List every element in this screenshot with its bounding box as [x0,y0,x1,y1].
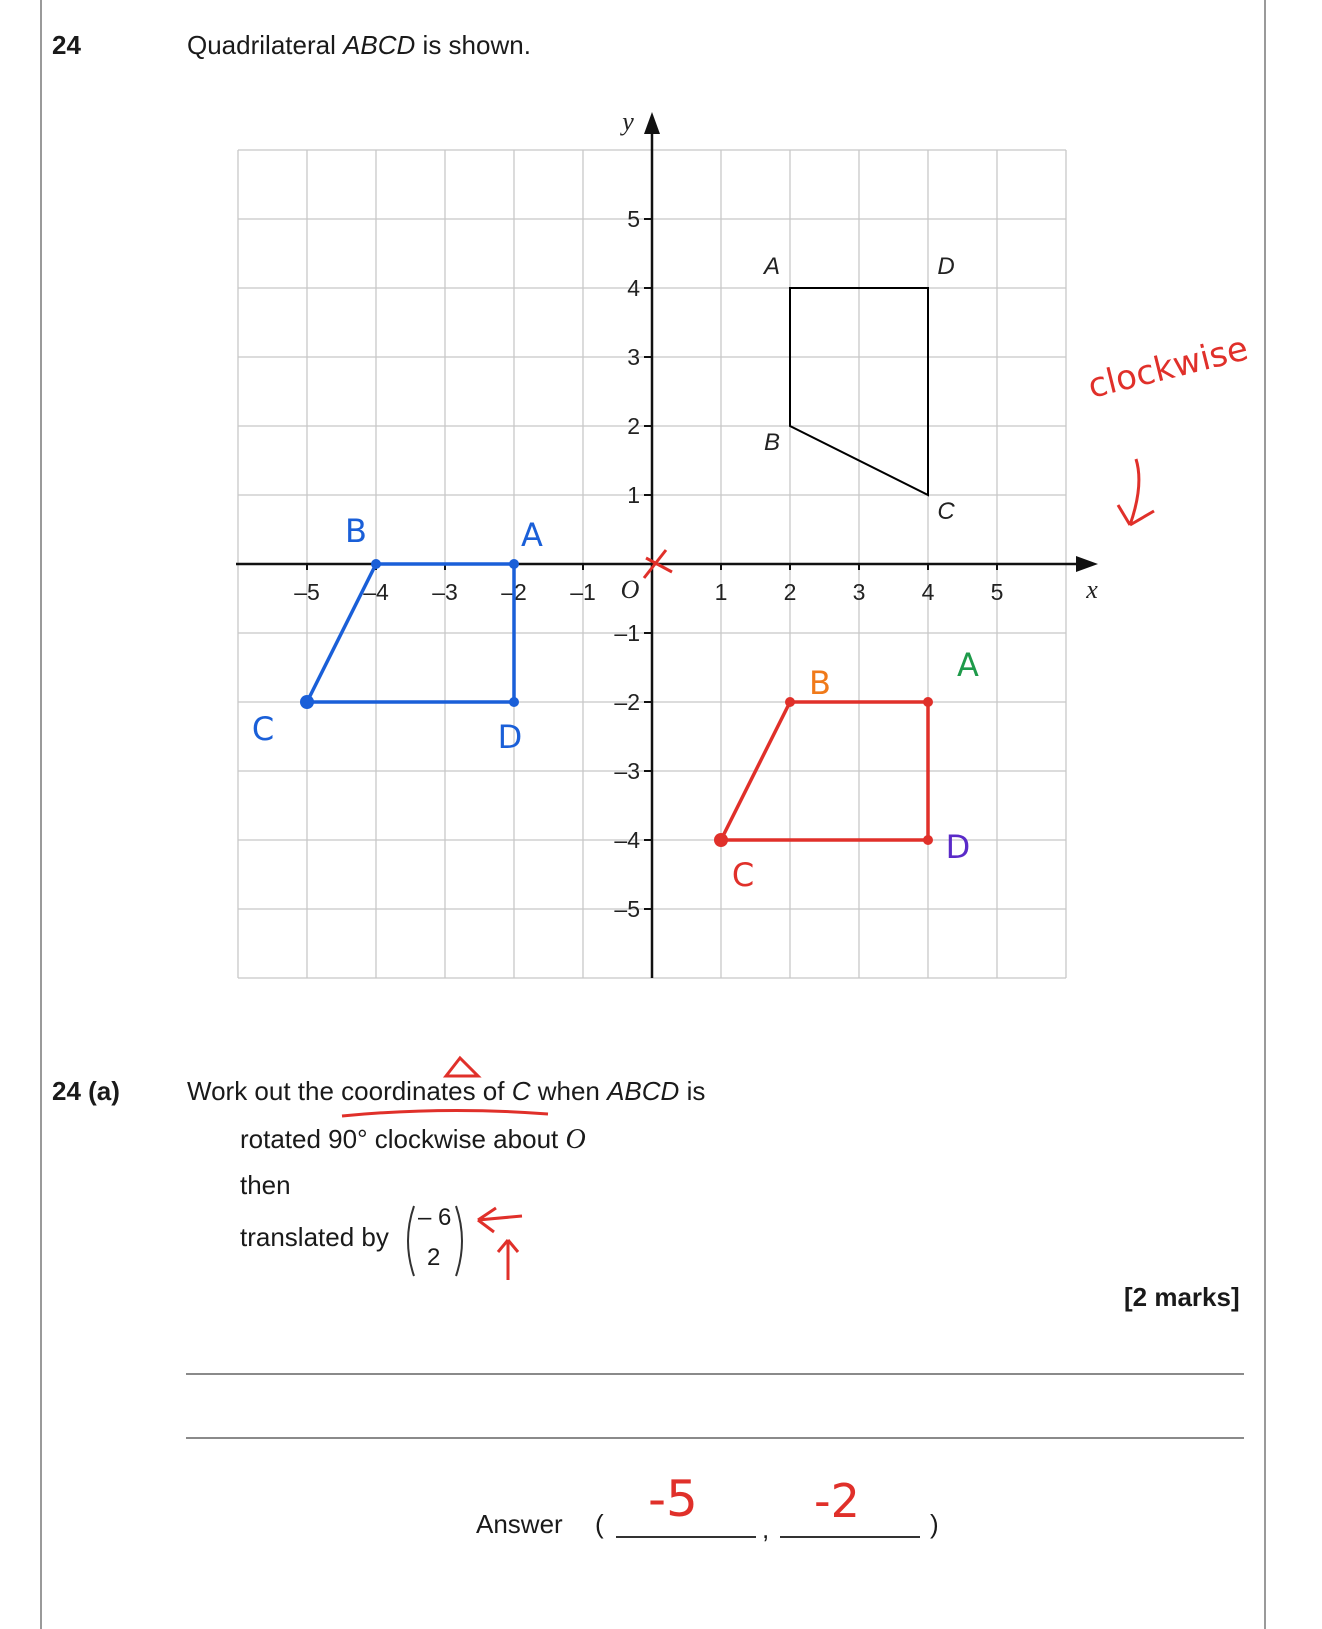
origin-label: O [620,575,640,604]
answer-label: Answer [476,1509,563,1539]
rotated-label-b: B [809,664,831,702]
y-tick-label: –4 [614,827,640,853]
translated-vertex-dot [371,559,381,569]
line1-c: C [511,1076,531,1106]
y-tick-label: 2 [627,413,640,439]
vertex-label-c: C [937,498,955,525]
handwritten-answer-y: -2 [814,1474,860,1528]
y-tick-label: –5 [614,896,640,922]
y-tick-label: 5 [627,206,640,232]
y-tick-label: 1 [627,482,640,508]
x-tick-label: 5 [990,579,1004,605]
translated-vertex-dot [509,559,519,569]
vector-top: – 6 [418,1204,452,1231]
rotated-label-d: D [945,828,971,866]
y-tick-label: –1 [614,620,640,646]
line2-pre: rotated 90° clockwise about [240,1124,566,1154]
clockwise-arrow-icon [1110,455,1170,535]
x-tick-label: –1 [570,579,596,605]
y-tick-label: 3 [627,344,640,370]
marks-label: [2 marks] [1124,1282,1240,1312]
vector-bottom: 2 [427,1244,441,1271]
delta-mark [446,1058,478,1076]
shape-translated-handwritten [300,559,519,709]
answer-open-paren: ( [595,1509,604,1539]
answer-comma: , [762,1514,770,1544]
y-tick-label: 4 [627,275,640,301]
x-tick-label: –4 [363,579,389,605]
rotated-vertex-dot [923,697,933,707]
vertex-label-d: D [937,253,955,280]
line1-pre: Work out the coordinates of [187,1076,512,1106]
up-arrow-mark [498,1240,518,1280]
part-a-line4: translated by [240,1222,389,1252]
translated-label-d: D [497,718,523,756]
x-axis-arrow-icon [1076,556,1098,572]
answer-close-paren: ) [930,1509,939,1539]
intro-text: Quadrilateral [187,30,344,60]
intro-shape: ABCD [343,30,416,60]
translated-label-c: C [251,710,275,748]
line1-shape: ABCD [607,1076,680,1106]
shape-rotated-handwritten [714,697,933,847]
working-line-2 [186,1437,1244,1439]
tick-labels [252,107,1098,922]
x-tick-label: –3 [432,579,458,605]
x-tick-label: –5 [294,579,320,605]
answer-y-field[interactable] [780,1536,920,1538]
vertex-label-a: A [763,253,781,280]
translated-vertex-dot [300,695,314,709]
clockwise-note: clockwise [1084,328,1253,407]
question-number: 24 [52,30,81,60]
x-tick-label: –2 [501,579,527,605]
translated-vertex-dot [509,697,519,707]
translated-label-b: B [345,512,367,550]
part-a-label: 24 (a) [52,1076,120,1106]
line2-o: O [565,1124,586,1155]
vertex-label-b: B [763,429,781,456]
line1-mid: when [530,1076,608,1106]
x-axis-label: x [1086,575,1098,604]
text-annotations [0,1040,1322,1300]
translated-label-a: A [521,516,543,554]
y-axis-arrow-icon [644,112,660,134]
answer-x-field[interactable] [616,1536,756,1538]
rotated-label-a: A [957,646,979,684]
y-axis-label: y [622,107,634,136]
intro-end: is shown. [415,30,531,60]
x-tick-label: 2 [783,579,797,605]
rotated-label-c: C [731,856,755,894]
x-tick-label: 4 [921,579,935,605]
rotated-vertex-dot [714,833,728,847]
part-a-line3: then [240,1170,291,1200]
line1-end: is [679,1076,706,1106]
y-tick-label: –2 [614,689,640,715]
left-arrow-mark [478,1208,522,1232]
rotated-vertex-dot [923,835,933,845]
coordinates-underline [342,1110,548,1116]
x-tick-label: 3 [852,579,866,605]
working-line-1 [186,1373,1244,1375]
x-tick-label: 1 [714,579,728,605]
rotated-vertex-dot [785,697,795,707]
y-tick-label: –3 [614,758,640,784]
handwritten-answer-x: -5 [648,1470,698,1528]
